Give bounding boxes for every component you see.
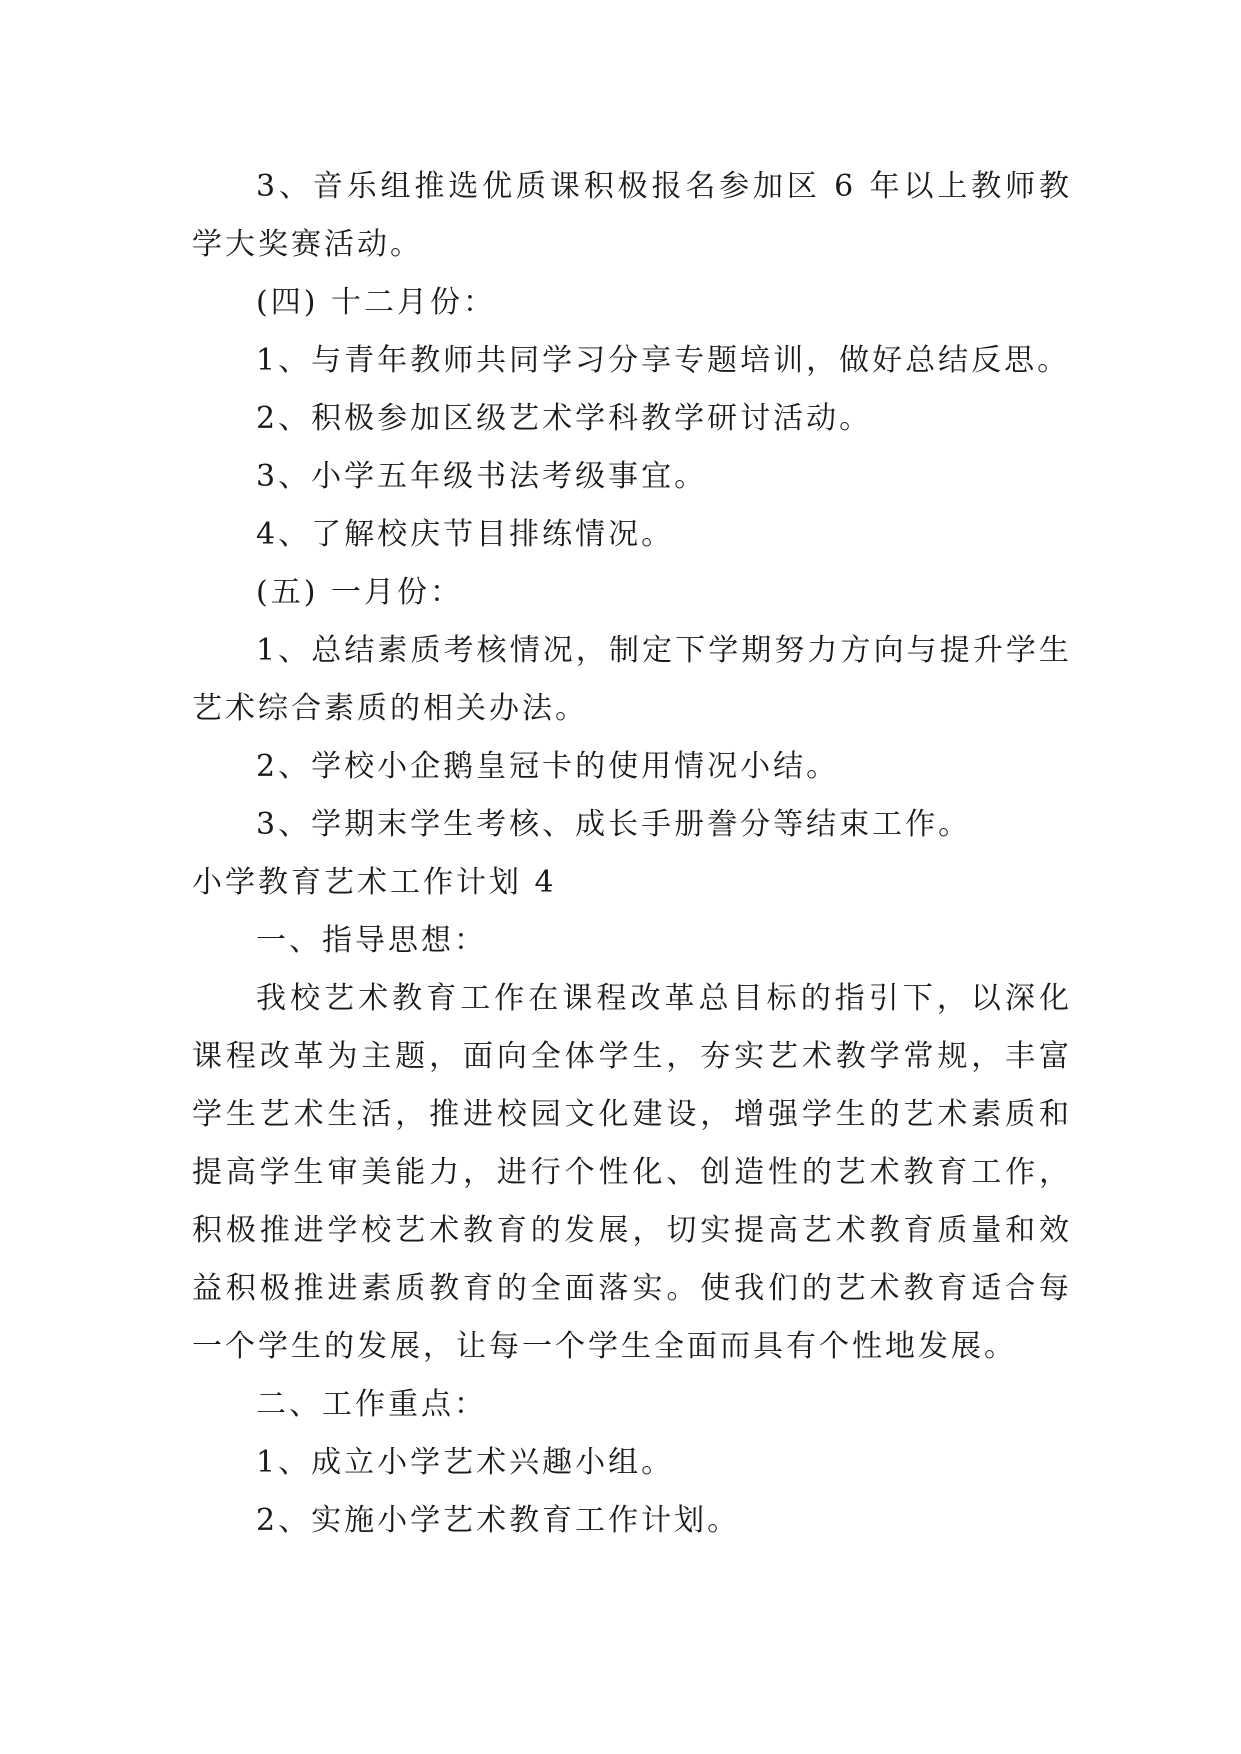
paragraph-item-1-december: 1、与青年教师共同学习分享专题培训，做好总结反思。 bbox=[256, 343, 1071, 378]
section-heading-work-focus: 二、工作重点： bbox=[256, 1387, 487, 1422]
document-title-plan-4: 小学教育艺术工作计划 4 bbox=[192, 865, 557, 900]
paragraph-item-4-december: 4、了解校庆节目排练情况。 bbox=[256, 517, 675, 552]
paragraph-item-3-music: 3、音乐组推选优质课积极报名参加区 6 年以上教师教学大奖赛活动。 bbox=[192, 169, 1072, 262]
document-body bbox=[192, 158, 1072, 1550]
section-heading-guiding-thought: 一、指导思想： bbox=[256, 923, 487, 958]
paragraph-item-2-december: 2、积极参加区级艺术学科教学研讨活动。 bbox=[256, 401, 873, 436]
paragraph-item-3-january: 3、学期末学生考核、成长手册誊分等结束工作。 bbox=[256, 807, 972, 842]
paragraph-item-1-january: 1、总结素质考核情况，制定下学期努力方向与提升学生艺术综合素质的相关办法。 bbox=[192, 633, 1072, 726]
paragraph-item-3-december: 3、小学五年级书法考级事宜。 bbox=[256, 459, 708, 494]
section-heading-january: (五) 一月份： bbox=[256, 575, 463, 610]
paragraph-guiding-thought-body: 我校艺术教育工作在课程改革总目标的指引下，以深化课程改革为主题，面向全体学生，夯实艺术教学常规，丰富学生艺术生活，推进校园文化建设，增强学生的艺术素质和提高学生审美能力，进行个性化、创造性的艺术教育工作，积极推进学校艺术教育的发展，切实提高艺术教育质量和效益积极推进素质教育的全面落实。使我们的艺术教育适合每一个学生的发展，让每一个学生全面而具有个性地发展。 bbox=[192, 981, 1072, 1364]
paragraph-item-2-work-focus: 2、实施小学艺术教育工作计划。 bbox=[256, 1503, 741, 1538]
paragraph-item-2-january: 2、学校小企鹅皇冠卡的使用情况小结。 bbox=[256, 749, 840, 784]
paragraph-item-1-work-focus: 1、成立小学艺术兴趣小组。 bbox=[256, 1445, 675, 1480]
section-heading-december: (四) 十二月份： bbox=[256, 285, 496, 320]
